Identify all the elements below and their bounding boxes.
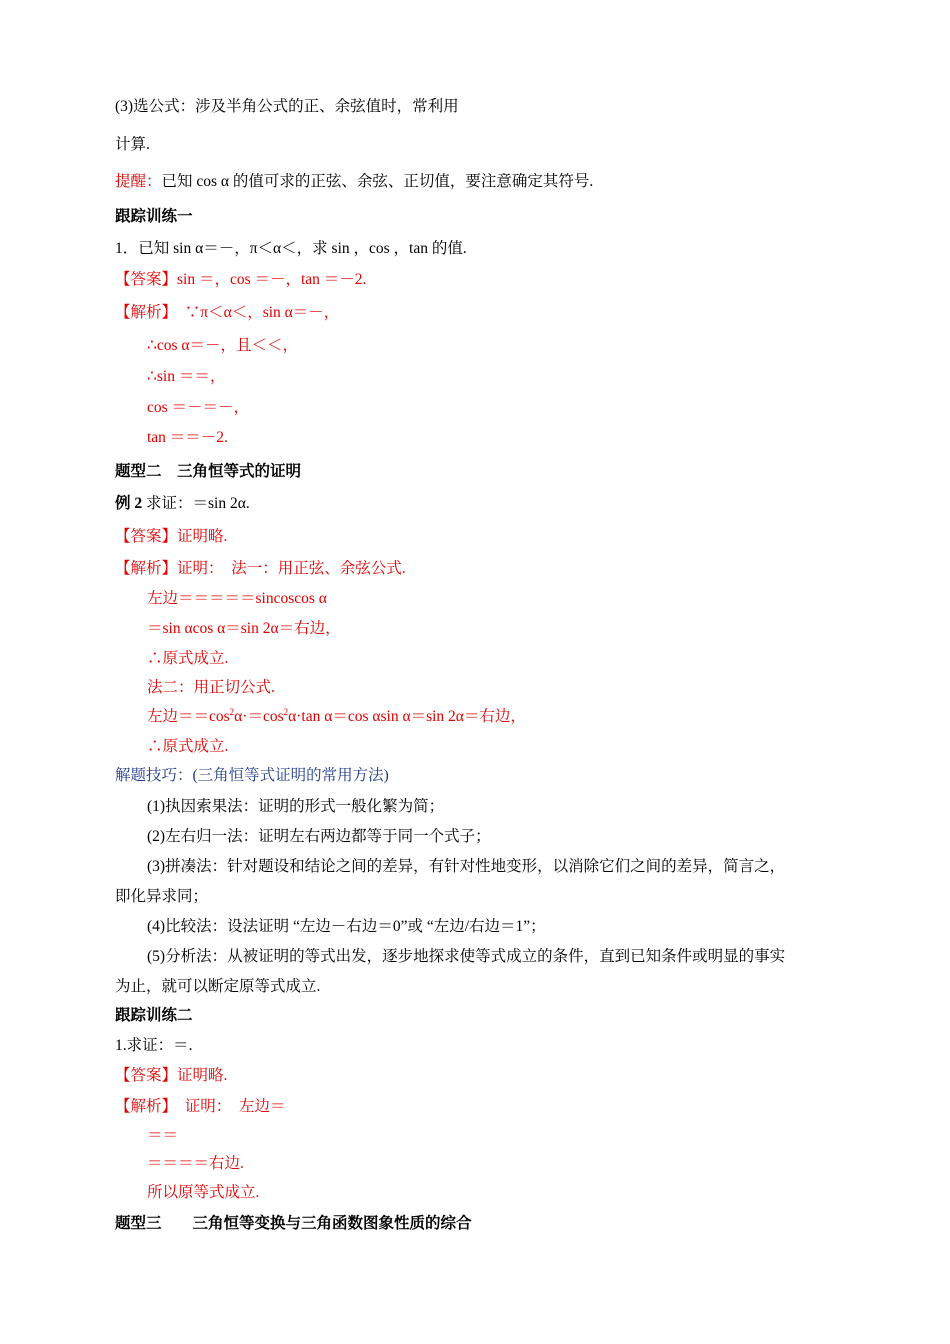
method-two-part-c: α·tan α＝cos αsin α＝sin 2α＝右边， [288, 708, 526, 725]
method-two-heading: 法二：用正切公式. [147, 679, 275, 696]
technique-5-line-1: (5)分析法：从被证明的等式出发，逐步地探求使等式成立的条件，直到已知条件或明显的事实 [147, 948, 786, 965]
proof-step-1: ＝＝ [147, 1127, 179, 1144]
practice-one-heading: 跟踪训练一 [115, 208, 193, 225]
practice-one-analysis: 【解析】 ∵π＜α＜，sin α＝－， [115, 304, 340, 321]
technique-4: (4)比较法：设法证明 “左边－右边＝0”或 “左边/右边＝1”； [147, 918, 546, 935]
method-one-conclusion: ∴原式成立. [147, 650, 229, 667]
example-two-analysis: 【解析】证明： 法一：用正弦、余弦公式. [115, 560, 406, 577]
technique-2: (2)左右归一法：证明左右两边都等于同一个式子； [147, 828, 491, 845]
practice-two-analysis: 【解析】 证明： 左边＝ [115, 1098, 286, 1115]
method-two-part-b: α·＝cos [234, 708, 284, 725]
proof-conclusion: 所以原等式成立. [147, 1184, 260, 1201]
square-superscript: 2 [283, 706, 289, 717]
practice-one-answer: 【答案】sin ＝，cos ＝－，tan ＝－2. [115, 271, 367, 288]
analysis-step-1: ∴cos α＝－，且＜＜， [147, 337, 299, 354]
formula-selection-text: (3)选公式：涉及半角公式的正、余弦值时，常利用 [115, 98, 459, 115]
practice-two-question: 1.求证：＝. [115, 1037, 193, 1054]
technique-5-line-2: 为止，就可以断定原等式成立. [115, 978, 321, 995]
analysis-step-2: ∴sin ＝＝， [147, 368, 226, 385]
example-two-text: 求证：＝sin 2α. [142, 495, 250, 512]
technique-1: (1)执因索果法：证明的形式一般化繁为简； [147, 798, 445, 815]
reminder-line [115, 172, 593, 192]
calc-text: 计算. [115, 136, 150, 153]
analysis-step-4: tan ＝＝－2. [147, 429, 228, 446]
method-one-step-1: 左边＝＝＝＝＝sincoscos α [147, 590, 327, 607]
analysis-step-3: cos ＝－＝－， [147, 399, 250, 416]
topic-three-heading: 题型三 三角恒等变换与三角函数图象性质的综合 [115, 1215, 472, 1232]
topic-two-heading: 题型二 三角恒等式的证明 [115, 463, 302, 480]
example-two-answer: 【答案】证明略. [115, 528, 228, 545]
technique-heading: 解题技巧：(三角恒等式证明的常用方法) [115, 767, 389, 784]
example-two-line [115, 494, 250, 514]
proof-step-2: ＝＝＝＝右边. [147, 1155, 244, 1172]
practice-one-question: 1．已知 sin α＝－，π＜α＜，求 sin ，cos ，tan 的值. [115, 240, 467, 257]
technique-3-line-1: (3)拼凑法：针对题设和结论之间的差异，有针对性地变形，以消除它们之间的差异，简言之， [147, 858, 786, 875]
practice-two-answer: 【答案】证明略. [115, 1067, 228, 1084]
reminder-text: 已知 cos α 的值可求的正弦、余弦、正切值，要注意确定其符号. [161, 173, 594, 190]
practice-two-heading: 跟踪训练二 [115, 1007, 193, 1024]
method-two-conclusion: ∴原式成立. [147, 738, 229, 755]
method-two-part-a: 左边＝＝cos [147, 708, 230, 725]
reminder-label: 提醒： [115, 173, 162, 190]
square-superscript: 2 [229, 706, 235, 717]
technique-3-line-2: 即化异求同； [115, 888, 209, 905]
method-one-step-2: ＝sin αcos α＝sin 2α＝右边， [147, 620, 341, 637]
method-two-step [147, 707, 526, 727]
example-two-label: 例 2 [115, 495, 143, 512]
